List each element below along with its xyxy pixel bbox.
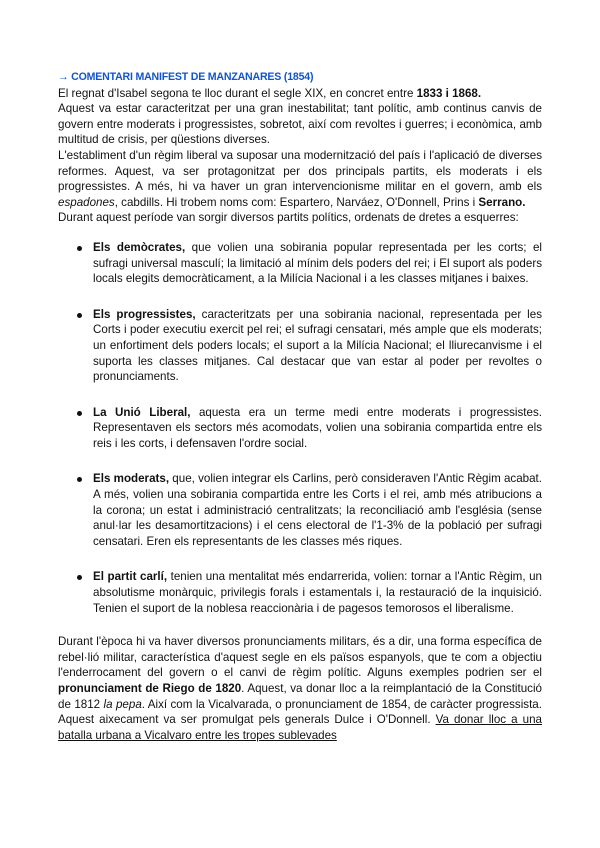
intro-3-text-c: , cabdills. Hi trobem noms com: Espartero, Narváez, O'Donnell, Prins i [114,195,479,209]
closing-bold: pronunciament de Riego de 1820 [58,682,242,695]
list-item [58,569,542,616]
title-text: COMENTARI MANIFEST DE MANZANARES (1854) [71,71,314,83]
party-name: Els progressistes, [93,307,196,321]
bullet-icon [77,575,82,580]
intro-3-text-a: L'establiment d'un règim liberal va suposar una modernització del país i l'aplicació de diverses reformes. Aquest, va ser protagonitzat per dos principals partits, els moderats i els progressistes. A més, hi va haver un gran intervencionisme militar en el govern, amb els [58,148,542,194]
list-item [58,240,542,287]
parties-list [58,240,542,616]
bullet-icon [77,246,82,251]
intro-3-bold: Serrano. [478,195,526,209]
intro-paragraph-2: Aquest va estar caracteritzat per una gran inestabilitat; tant polític, amb continus canvis de govern entre moderats i progressistes, sobretot, així com revoltes i guerres; i econòmica, amb multitud de crisis, per qüestions diverses. [58,102,542,147]
party-description: tenien una mentalitat més endarrerida, volien: tornar a l'Antic Règim, un absolutisme monàrquic, privilegis forals i estamentals i, la restauració de la inquisició. Tenien el suport de la noblesa reaccionària i de pagesos temorosos el liberalisme. [93,570,542,615]
closing-paragraph [58,634,542,743]
intro-1-dates: 1833 i 1868. [416,86,482,100]
intro-1-text: El regnat d'Isabel segona te lloc durant el segle XIX, en concret entre [58,86,417,100]
closing-text-e: . Així com la Vicalvarada, o pronunciament de 1854, de caràcter progressista. Aquest aixecament va ser promulgat pels generals Dulce i O'Donnell. [58,697,542,727]
list-item [58,405,542,452]
party-description: caracteritzats per una sobirania nacional, representada per les Corts i poder executiu exercit pel rei; el sufragi censatari, més ample que els moderats; un enfortiment dels poders locals; el suport a la Milícia Nacional; el lliurecanvisme i el suporta les classes mitjanes. Cal destacar que van estar al poder per revoltes o pronunciaments. [93,307,542,384]
bullet-icon [77,477,82,482]
document-title [58,70,542,86]
intro-paragraph-1 [58,86,542,102]
party-description: que, volien integrar els Carlins, però consideraven l'Antic Règim acabat. A més, volien una sobirania compartida entre les Corts i el rei, amb més atribucions a la corona; un estat i administració centralitzats; la reconciliació amb l'església (sense anul·lar les desamortitzacions) i el cens electoral de l'1-3% de la població per sufragi censatari. Eren els representants de les classes més riques. [93,472,542,548]
intro-paragraph-3 [58,148,542,210]
party-description: aquesta era un terme medi entre moderats i progressistes. Representaven els sectors més acomodats, volien una sobirania compartida entre els reis i les corts, i defensaven l'ordre social. [93,405,542,450]
bullet-icon [77,313,82,318]
party-name: Els demòcrates, [93,240,186,254]
arrow-icon: → [58,71,69,83]
closing-underlined: Va donar lloc a una batalla urbana a Vicalvaro entre les tropes sublevades [58,713,543,742]
list-item [58,471,542,549]
list-item [58,307,542,385]
party-name: Els moderats, [93,472,170,486]
intro-section [58,86,542,226]
bullet-icon [77,411,82,416]
intro-3-italic: espadones [58,195,115,209]
closing-italic: la pepa [103,697,142,711]
intro-paragraph-4: Durant aquest període van sorgir diversos partits polítics, ordenats de dretes a esquerres: [58,211,519,225]
party-description: que volien una sobirania popular representada per les corts; el sufragi universal masculí; la limitació al mínim dels poders del rei; i El suport als poders locals elegits democràticament, a la Milícia Nacional i a les classes mitjanes i baixes. [93,240,543,286]
closing-text-c: . Aquest, va donar lloc a la reimplantació de la Constitució de 1812 [58,682,542,711]
closing-text-a: Durant l'època hi va haver diversos pronunciaments militars, és a dir, una forma específica de rebel·lió militar, característica d'aquest segle en els països espanyols, que te com a objectiu l'enderrocament del govern o el canvi de règim polític. Alguns exemples podrien ser el [58,635,542,680]
party-name: La Unió Liberal, [93,405,191,419]
party-name: El partit carlí, [93,570,168,584]
